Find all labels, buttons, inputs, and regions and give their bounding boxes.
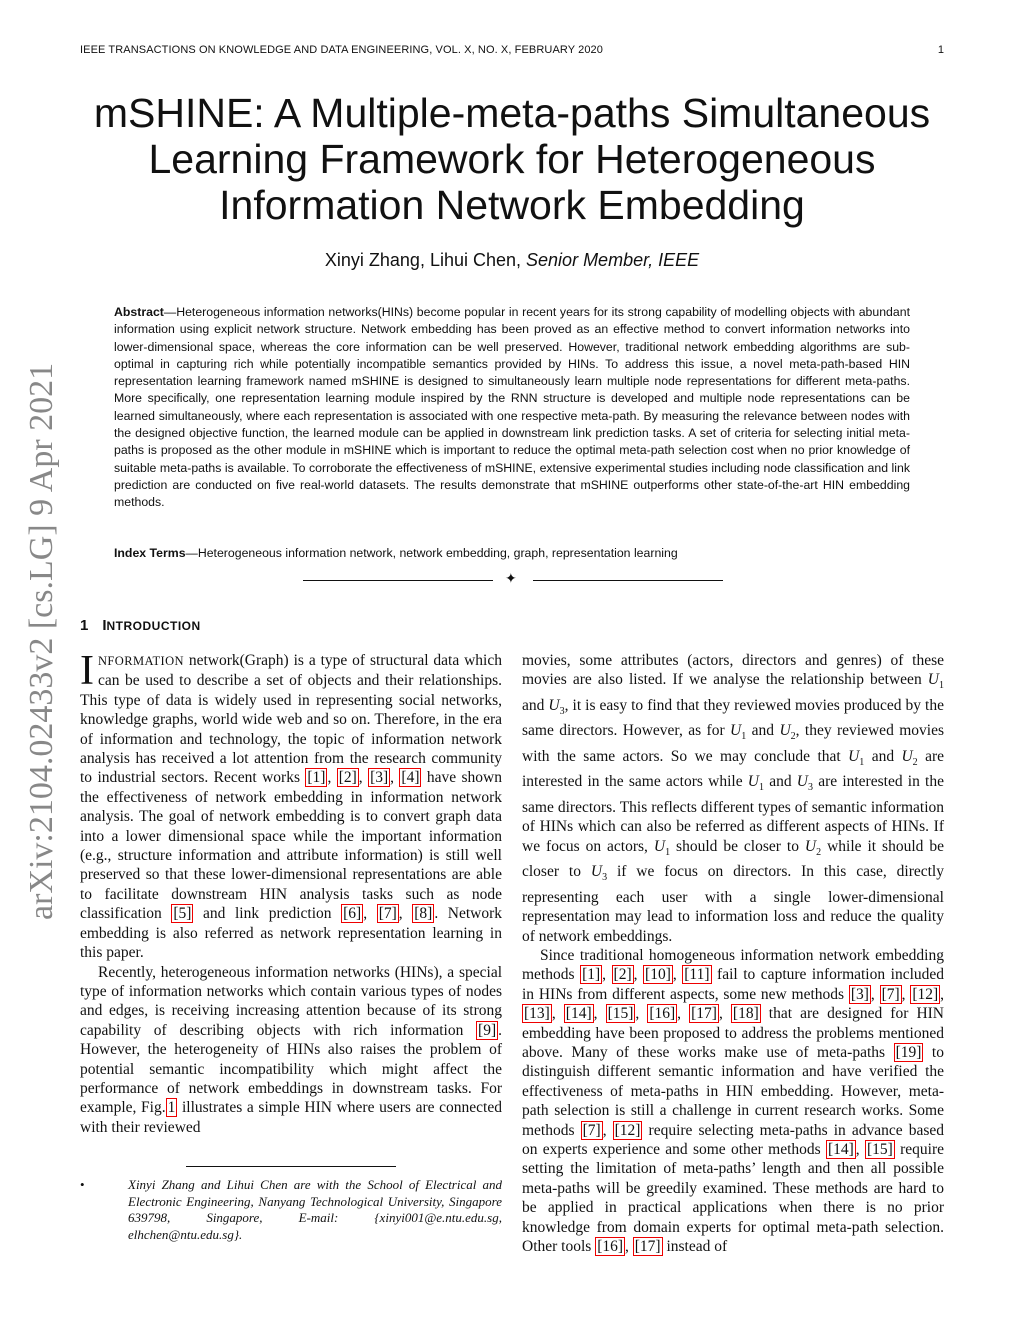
bullet-icon: • bbox=[80, 1177, 85, 1192]
citation-link[interactable]: [17] bbox=[634, 1238, 661, 1256]
citation-link[interactable]: [10] bbox=[645, 966, 671, 984]
text: and link prediction bbox=[193, 905, 342, 923]
citation-link[interactable]: [14] bbox=[565, 1005, 592, 1023]
citation-link[interactable]: [12] bbox=[614, 1121, 641, 1139]
citation-link[interactable]: [15] bbox=[607, 1005, 634, 1023]
index-terms-text: —Heterogeneous information network, network embedding, graph, representation learning bbox=[185, 546, 678, 560]
figure-link[interactable]: 1 bbox=[167, 1099, 176, 1117]
section-title-initial: I bbox=[102, 617, 107, 634]
citation-link[interactable]: [7] bbox=[378, 905, 397, 923]
text: movies, some attributes (actors, directors and genres) of these movies are also listed. If we analyse the relationship between bbox=[522, 652, 944, 689]
citation-link[interactable]: [16] bbox=[649, 1005, 676, 1023]
paragraph: Since traditional homogeneous information network embedding methods [1] , [2] , [10] , [11] fail to capture information included in HINs from different aspects, some new methods [3] , [7] , [12] , [13] , [14] , [15] , [16] , [17] , [18] that are designed for HIN embedding have been proposed to address the problems mentioned above. Many of these works make use of meta-paths [19] to distinguish different semantic information and have verified the effectiveness of meta-paths in HIN embedding. However, meta-path selection is still a challenge in current research works. Some methods [7] , [12] require selecting meta-paths in advance based on experts experience and some other methods [14] , [15] require setting the limitation of meta-paths’ length and then all possible meta-paths will be greedily examined. These methods are hard to be applied in practical applications when there is no prior knowledge from domain experts for optimal meta-path selection. Other tools [16] , [17] instead of bbox=[522, 946, 945, 1256]
citation-link[interactable]: [14] bbox=[827, 1141, 854, 1158]
citation-link[interactable]: [2] bbox=[613, 966, 632, 984]
citation-link[interactable]: [18] bbox=[732, 1005, 759, 1023]
text: have shown the effectiveness of network embedding in information network analysis. The goal of network embedding is to convert graph data into a lower dimensional space while the important information (e.g., structure information and attribute information) is still well preserved so that these lower-dimensional representations are able to facilitate downstream HIN analysis tasks such as node classification bbox=[80, 769, 502, 923]
footnote-rule bbox=[186, 1166, 396, 1167]
math-var: $U_3$ bbox=[796, 773, 813, 794]
divider-line-left bbox=[303, 580, 493, 581]
section-heading bbox=[80, 617, 201, 634]
citation-link[interactable]: [1] bbox=[582, 966, 601, 984]
arxiv-identifier: arXiv:2104.02433v2 [cs.LG] 9 Apr 2021 bbox=[23, 362, 60, 920]
author-names: Xinyi Zhang, Lihui Chen, bbox=[324, 250, 522, 270]
citation-link[interactable]: [17] bbox=[691, 1005, 717, 1023]
text: . However, the heterogeneity of HINs also raises the problem of potential semantic incompatibility which might affect the performance of network embeddings in downstream tasks. For example, Fig. bbox=[80, 1021, 502, 1117]
author-line bbox=[0, 250, 1024, 271]
lead-smallcaps: NFORMATION bbox=[98, 654, 184, 668]
math-var: $U_1$ bbox=[848, 747, 865, 768]
citation-link[interactable]: [6] bbox=[343, 905, 362, 923]
citation-link[interactable]: [3] bbox=[850, 985, 869, 1003]
citation-link[interactable]: [16] bbox=[597, 1238, 624, 1256]
paper-title: mSHINE: A Multiple-meta-paths Simultaneous Learning Framework for Heterogeneous Information Network Embedding bbox=[93, 90, 931, 228]
index-terms-label: Index Terms bbox=[114, 546, 186, 560]
citation-link[interactable]: [15] bbox=[866, 1141, 893, 1158]
footnote bbox=[80, 1177, 502, 1243]
page-number: 1 bbox=[937, 44, 944, 56]
citation-link[interactable]: [9] bbox=[478, 1021, 497, 1039]
section-title-rest: NTRODUCTION bbox=[106, 619, 201, 633]
footnote-text: Xinyi Zhang and Lihui Chen are with the School of Electrical and Electronic Engineering, Nanyang Technological University, Singapore 639798, Singapore, E-mail: {xinyi001@e.ntu.edu.sg, elhchen@ntu.edu.sg}. bbox=[128, 1177, 502, 1242]
drop-cap: I bbox=[80, 648, 94, 694]
citation-link[interactable]: [3] bbox=[370, 769, 389, 787]
divider-line-right bbox=[533, 580, 723, 581]
math-var: $U_2$ bbox=[804, 837, 822, 858]
abstract-label: Abstract bbox=[114, 305, 164, 319]
footnote-body bbox=[80, 1177, 502, 1243]
math-var: $U_2$ bbox=[901, 747, 918, 768]
text: illustrates a simple HIN where users are connected with their reviewed bbox=[80, 1099, 502, 1136]
text: Recently, heterogeneous information networks (HINs), a special type of information networks which contain various types of nodes and edges, is receiving increasing attention because of its strong capability of describing objects with rich information bbox=[80, 963, 502, 1039]
math-var: $U_3$ bbox=[548, 696, 565, 717]
citation-link[interactable]: [11] bbox=[684, 966, 710, 984]
math-var: $U_1$ bbox=[653, 837, 671, 858]
running-header: IEEE TRANSACTIONS ON KNOWLEDGE AND DATA ENGINEERING, VOL. X, NO. X, FEBRUARY 2020 bbox=[80, 44, 603, 56]
divider-star-icon: ✦ bbox=[505, 572, 517, 587]
citation-link[interactable]: [8] bbox=[414, 905, 433, 923]
citation-link[interactable]: [12] bbox=[912, 985, 939, 1003]
citation-link[interactable]: [7] bbox=[881, 985, 900, 1003]
math-var: $U_1$ bbox=[747, 773, 764, 794]
author-role: Senior Member, IEEE bbox=[526, 250, 700, 270]
text: network(Graph) is a type of structural data which can be used to describe a set of objects and their relationships. This type of data is widely used in representing social networks, knowledge graphs, world wide web and so on. Therefore, in the era of information and technology, the topic of information network analysis has received a lot attention from the research community to industrial sectors. Recent works bbox=[80, 652, 502, 787]
citation-link[interactable]: [19] bbox=[895, 1043, 922, 1061]
abstract-text: —Heterogeneous information networks(HINs) become popular in recent years for its strong capability of modelling objects with abundant information using explicit network structure. Network embedding has been proved as an effective method to convert information networks into lower-dimensional space, whereas the core information can be well preserved. However, traditional network embedding algorithms are sub-optimal in capturing rich while potentially incompatible semantics provided by HINs. To address this issue, a novel meta-path-based HIN representation learning framework named mSHINE is designed to simultaneously learn multiple node representations for different meta-paths. More specifically, one representation learning module inspired by the RNN structure is developed and multiple node representations can be learned simultaneously, where each representation is associated with one respective meta-path. By measuring the relevance between nodes with the designed objective function, the learned module can be applied in downstream link prediction tasks. A set of criteria for selecting initial meta-paths is proposed as the other module in mSHINE which is important to reduce the optimal meta-path selection cost when no prior knowledge of suitable meta-paths is available. To corroborate the effectiveness of mSHINE, extensive experimental studies including node classification and link prediction are conducted on five real-world datasets. The results demonstrate that mSHINE outperforms other state-of-the-art HIN embedding methods. bbox=[114, 305, 910, 510]
math-var: $U_3$ bbox=[590, 863, 608, 884]
math-var: $U_2$ bbox=[779, 722, 796, 743]
index-terms bbox=[114, 546, 910, 560]
citation-link[interactable]: [1] bbox=[307, 769, 326, 787]
math-var: $U_1$ bbox=[927, 671, 944, 692]
citation-link[interactable]: [4] bbox=[401, 769, 420, 787]
paragraph bbox=[80, 963, 502, 1138]
text: . Network embedding is also referred as network representation learning in this paper. bbox=[80, 905, 503, 962]
right-column bbox=[522, 651, 944, 1256]
citation-link[interactable]: [2] bbox=[338, 769, 357, 787]
paragraph: movies, some attributes (actors, directors and genres) of these movies are also listed. If we analyse the relationship between $U_1$ and $U_3$, it is easy to find that they reviewed movies produced by the same directors. However, as for $U_1$ and $U_2$, they reviewed movies with the same actors. So we may conclude that $U_1$ and $U_2$ are interested in the same actors while $U_1$ and $U_3$ are interested in the same directors. This reflects different types of semantic information of HINs which can also be referred as different aspects of HINs. If we focus on actors, $U_1$ should be closer to $U_2$ while it should be closer to $U_3$ if we focus on directors. In this case, directly representing each user with a single lower-dimensional representation may lead to information loss and reduce the quality of network embeddings. bbox=[522, 652, 944, 945]
paragraph: INFORMATION network(Graph) is a type of structural data which can be used to describe a set of objects and their relationships. This type of data is widely used in representing social networks, knowledge graphs, world wide web and so on. Therefore, in the era of information and technology, the topic of information network analysis has received a lot attention from the research community to industrial sectors. Recent works [1] , [2] , [3] , [4] have shown the effectiveness of network embedding in information network analysis. The goal of network embedding is to convert graph data into a lower dimensional space while the important information (e.g., structure information and attribute information) is still well preserved so that these lower-dimensional representations are able to facilitate downstream HIN analysis tasks such as node classification [5] and link prediction [6] , [7] , [8] . Network embedding is also referred as network representation learning in this paper. bbox=[80, 648, 503, 962]
citation-link[interactable]: [5] bbox=[173, 905, 192, 923]
section-number: 1 bbox=[80, 617, 89, 634]
section-divider bbox=[303, 571, 723, 591]
citation-link[interactable]: [7] bbox=[582, 1121, 601, 1139]
abstract bbox=[114, 304, 910, 512]
citation-link[interactable]: [13] bbox=[524, 1005, 550, 1023]
left-column bbox=[80, 648, 503, 1137]
math-var: $U_1$ bbox=[730, 722, 747, 743]
